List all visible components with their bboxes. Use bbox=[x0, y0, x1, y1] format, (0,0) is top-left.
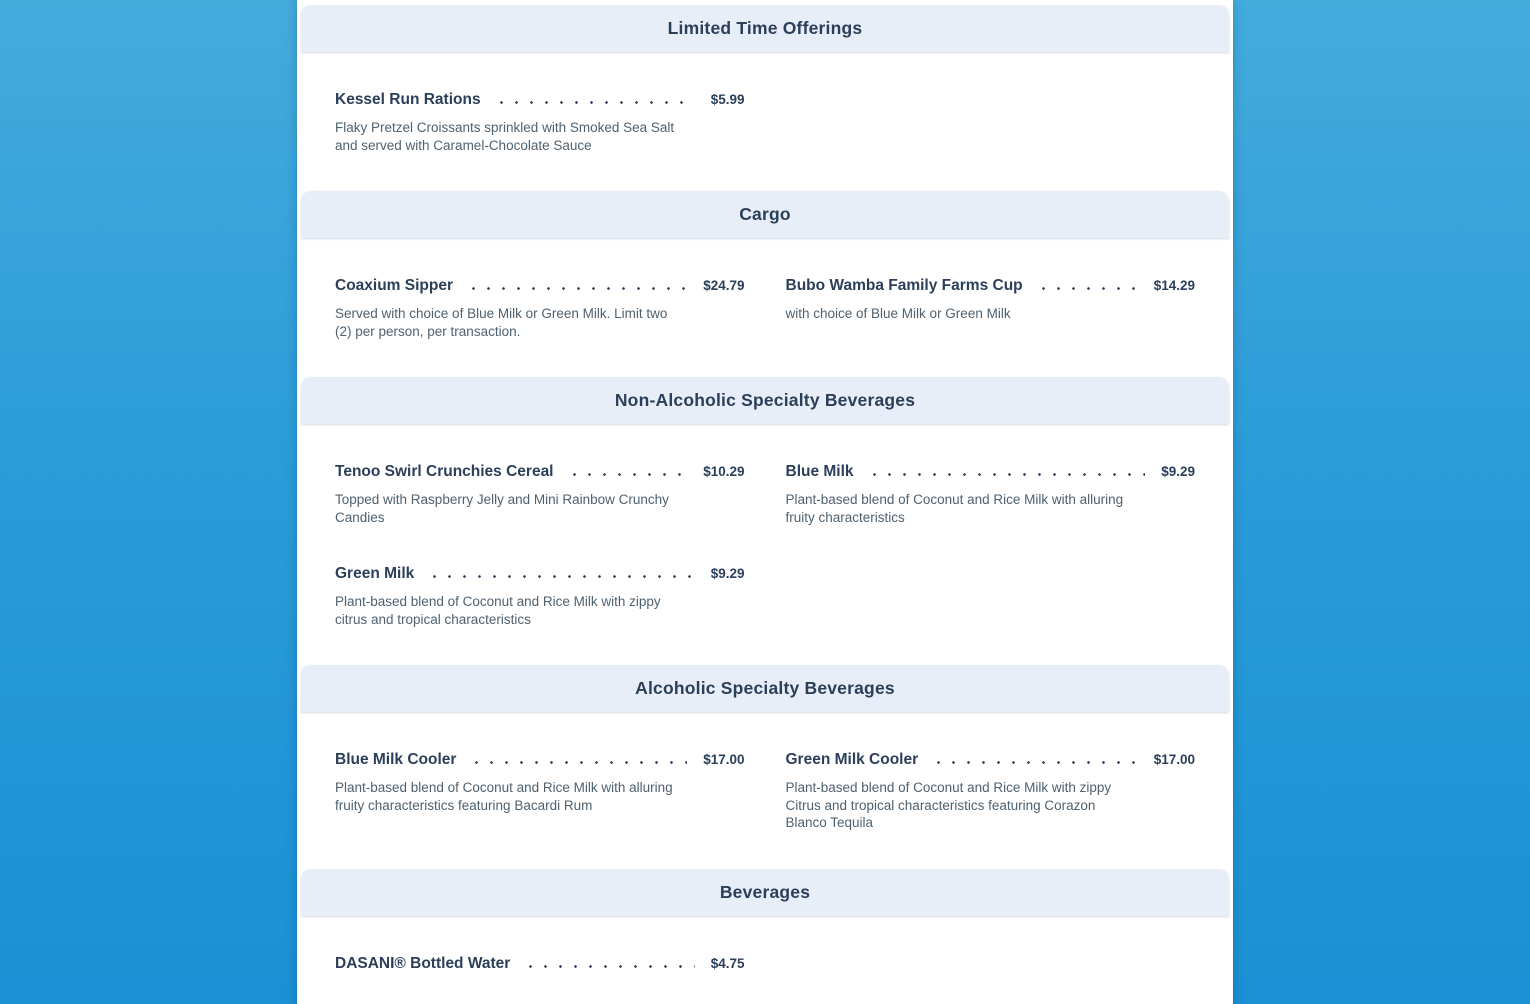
menu-item-description: Topped with Raspberry Jelly and Mini Rainbow Crunchy Candies bbox=[335, 492, 669, 525]
menu-item bbox=[786, 277, 1196, 323]
menu-card bbox=[297, 0, 1233, 1004]
menu-item-description: with choice of Blue Milk or Green Milk bbox=[785, 306, 1011, 321]
menu-item-name: Kessel Run Rations bbox=[335, 91, 481, 108]
menu-item-row bbox=[786, 463, 1196, 481]
menu-section-1 bbox=[301, 191, 1229, 377]
section-header bbox=[301, 5, 1229, 52]
section-body bbox=[301, 238, 1229, 377]
section-header bbox=[301, 665, 1229, 712]
menu-item-name: Coaxium Sipper bbox=[335, 277, 453, 294]
menu-section-4 bbox=[301, 869, 1229, 1004]
dot-leader bbox=[427, 575, 694, 578]
dot-leader bbox=[469, 761, 687, 764]
section-body bbox=[301, 52, 1229, 191]
section-body bbox=[301, 916, 1229, 1004]
dot-leader bbox=[867, 473, 1146, 476]
menu-item-row bbox=[335, 91, 745, 109]
menu-item-name: Green Milk bbox=[335, 565, 415, 582]
menu-item-description: Flaky Pretzel Croissants sprinkled with Smoked Sea Salt and served with Caramel-Chocolate Sauce bbox=[335, 120, 675, 153]
menu-item-description: Plant-based blend of Coconut and Rice Milk with alluring fruity characteristics featuring Bacardi Rum bbox=[335, 780, 673, 813]
section-body bbox=[301, 712, 1229, 869]
dot-leader bbox=[931, 761, 1138, 764]
menu-item-name: Blue Milk Cooler bbox=[335, 751, 457, 768]
dot-leader bbox=[1036, 287, 1138, 290]
menu-item-name: Blue Milk bbox=[785, 463, 854, 480]
menu-item bbox=[335, 955, 745, 973]
dot-leader bbox=[494, 101, 695, 104]
menu-item-description: Plant-based blend of Coconut and Rice Milk with zippy Citrus and tropical characteristics featuring Corazon Blanco Tequila bbox=[785, 780, 1112, 830]
dot-leader bbox=[567, 473, 688, 476]
menu-item-price: $17.00 bbox=[703, 752, 745, 767]
menu-section-3 bbox=[301, 665, 1229, 869]
section-title: Beverages bbox=[719, 881, 811, 902]
menu-item-price: $24.79 bbox=[703, 278, 745, 293]
section-title: Non-Alcoholic Specialty Beverages bbox=[614, 390, 916, 410]
menu-item-price: $4.75 bbox=[710, 955, 745, 971]
dot-leader bbox=[523, 965, 694, 968]
section-title: Limited Time Offerings bbox=[667, 18, 863, 38]
menu-item bbox=[335, 565, 745, 628]
menu-item-row bbox=[786, 751, 1196, 769]
menu-item-row bbox=[335, 955, 745, 973]
section-title: Alcoholic Specialty Beverages bbox=[635, 678, 895, 698]
menu-section-0 bbox=[301, 5, 1229, 191]
dot-leader bbox=[466, 287, 687, 290]
menu-item-price: $9.29 bbox=[710, 566, 745, 581]
menu-item-row bbox=[335, 277, 745, 295]
menu-item bbox=[335, 91, 745, 154]
menu-item-name: DASANI® Bottled Water bbox=[335, 954, 511, 972]
menu-item-price: $5.99 bbox=[710, 92, 745, 107]
menu-item-name: Green Milk Cooler bbox=[785, 751, 919, 768]
menu-item bbox=[786, 751, 1196, 832]
menu-item-price: $14.29 bbox=[1153, 278, 1195, 293]
section-header bbox=[301, 191, 1229, 238]
menu-item bbox=[335, 277, 745, 340]
menu-item-price: $10.29 bbox=[703, 464, 745, 479]
menu-item bbox=[335, 751, 745, 814]
menu-item-row bbox=[335, 751, 745, 769]
menu-item bbox=[786, 463, 1196, 526]
section-header bbox=[301, 869, 1229, 916]
menu-item bbox=[335, 463, 745, 526]
menu-item-name: Tenoo Swirl Crunchies Cereal bbox=[335, 463, 554, 480]
menu-item-description: Plant-based blend of Coconut and Rice Milk with zippy citrus and tropical characteristics bbox=[335, 594, 661, 627]
menu-item-price: $9.29 bbox=[1161, 464, 1195, 479]
menu-item-row bbox=[335, 463, 745, 481]
menu-item-description: Served with choice of Blue Milk or Green Milk. Limit two (2) per person, per transaction. bbox=[335, 306, 668, 339]
menu-item-row bbox=[786, 277, 1196, 295]
menu-section-2 bbox=[301, 377, 1229, 665]
menu-item-price: $17.00 bbox=[1153, 752, 1195, 767]
section-body bbox=[301, 424, 1229, 665]
section-title: Cargo bbox=[739, 204, 791, 224]
section-header bbox=[301, 377, 1229, 424]
menu-item-description: Plant-based blend of Coconut and Rice Milk with alluring fruity characteristics bbox=[785, 492, 1124, 525]
menu-item-name: Bubo Wamba Family Farms Cup bbox=[785, 277, 1023, 294]
menu-item-row bbox=[335, 565, 745, 583]
